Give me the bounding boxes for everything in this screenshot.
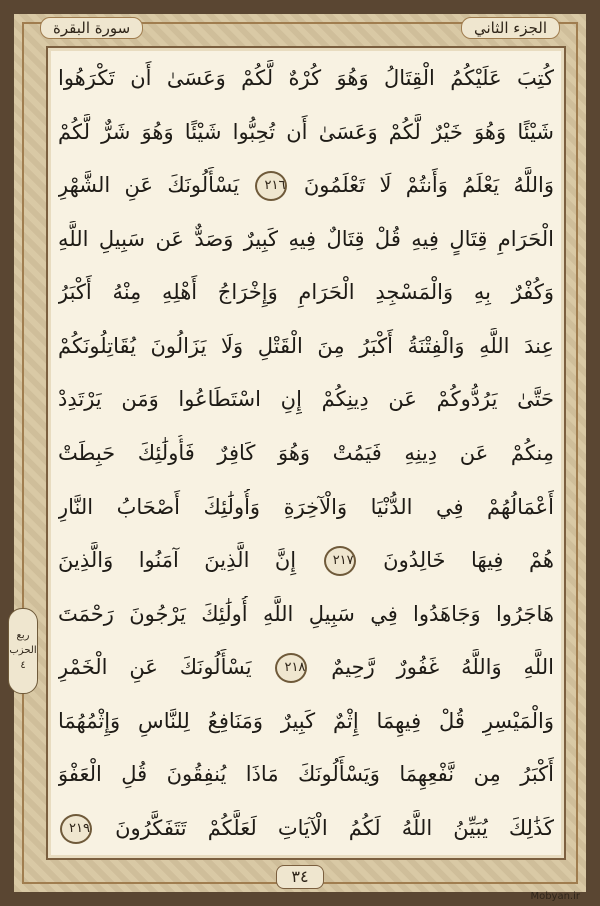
hizb-label: الحزب bbox=[9, 645, 37, 656]
text-line: حَتَّىٰ يَرُدُّوكُمْ عَن دِينِكُمْ إِنِ اسْتَطَاعُوا وَمَن يَرْتَدِدْ bbox=[58, 387, 554, 412]
page-footer bbox=[0, 862, 600, 892]
ayah-marker: ٢١٦ bbox=[255, 171, 287, 201]
text-line: هَاجَرُوا وَجَاهَدُوا فِي سَبِيلِ اللَّهِ أُولَٰئِكَ يَرْجُونَ رَحْمَتَ bbox=[58, 601, 554, 626]
page-number: ٣٤ bbox=[276, 865, 323, 889]
text-line: مِنكُمْ عَن دِينِهِ فَيَمُتْ وَهُوَ كَافِرٌ فَأُولَٰئِكَ حَبِطَتْ bbox=[58, 440, 554, 465]
text-line: وَالْمَيْسِرِ قُلْ فِيهِمَا إِثْمٌ كَبِيرٌ وَمَنَافِعُ لِلنَّاسِ وَإِثْمُهُمَا bbox=[58, 708, 554, 733]
hizb-number: ٤ bbox=[20, 660, 26, 671]
juz-label: الجزء الثاني bbox=[461, 17, 560, 39]
text-line: شَيْئًا وَهُوَ خَيْرٌ لَّكُمْ وَعَسَىٰ أَن تُحِبُّوا شَيْئًا وَهُوَ شَرٌّ لَّكُمْ bbox=[58, 119, 554, 144]
text-line: كَذَٰلِكَ يُبَيِّنُ اللَّهُ لَكُمُ الْآيَاتِ لَعَلَّكُمْ تَتَفَكَّرُونَ ٢١٩ bbox=[58, 810, 554, 846]
text-line: كُتِبَ عَلَيْكُمُ الْقِتَالُ وَهُوَ كُرْهٌ لَّكُمْ وَعَسَىٰ أَن تَكْرَهُوا bbox=[58, 66, 554, 90]
text-line: أَكْبَرُ مِن نَّفْعِهِمَا وَيَسْأَلُونَكَ مَاذَا يُنفِقُونَ قُلِ الْعَفْوَ bbox=[58, 762, 554, 787]
text-line: الْحَرَامِ قِتَالٍ فِيهِ قُلْ قِتَالٌ فِيهِ كَبِيرٌ وَصَدٌّ عَن سَبِيلِ اللَّهِ bbox=[58, 226, 554, 251]
text-line: اللَّهِ وَاللَّهُ غَفُورٌ رَّحِيمٌ ٢١٨ يَسْأَلُونَكَ عَنِ الْخَمْرِ bbox=[58, 649, 554, 685]
text-panel bbox=[46, 46, 566, 860]
text-line: وَاللَّهُ يَعْلَمُ وَأَنتُمْ لَا تَعْلَمُونَ ٢١٦ يَسْأَلُونَكَ عَنِ الشَّهْرِ bbox=[58, 167, 554, 203]
ayah-marker: ٢١٩ bbox=[60, 814, 92, 844]
watermark: Mobyan.ir bbox=[530, 891, 580, 902]
text-line: أَعْمَالُهُمْ فِي الدُّنْيَا وَالْآخِرَةِ وَأُولَٰئِكَ أَصْحَابُ النَّارِ bbox=[58, 494, 554, 519]
ayah-marker: ٢١٧ bbox=[324, 546, 356, 576]
text-line: هُمْ فِيهَا خَالِدُونَ ٢١٧ إِنَّ الَّذِينَ آمَنُوا وَالَّذِينَ bbox=[58, 542, 554, 578]
text-lines bbox=[58, 60, 554, 846]
page-header bbox=[14, 14, 586, 42]
hizb-marker bbox=[8, 608, 38, 694]
text-line: وَكُفْرٌ بِهِ وَالْمَسْجِدِ الْحَرَامِ وَإِخْرَاجُ أَهْلِهِ مِنْهُ أَكْبَرُ bbox=[58, 280, 554, 305]
hizb-quarter: ربع bbox=[16, 630, 30, 641]
text-line: عِندَ اللَّهِ وَالْفِتْنَةُ أَكْبَرُ مِنَ الْقَتْلِ وَلَا يَزَالُونَ يُقَاتِلُونَكُمْ bbox=[58, 333, 554, 358]
ayah-marker: ٢١٨ bbox=[275, 653, 307, 683]
surah-label: سورة البقرة bbox=[40, 17, 143, 39]
